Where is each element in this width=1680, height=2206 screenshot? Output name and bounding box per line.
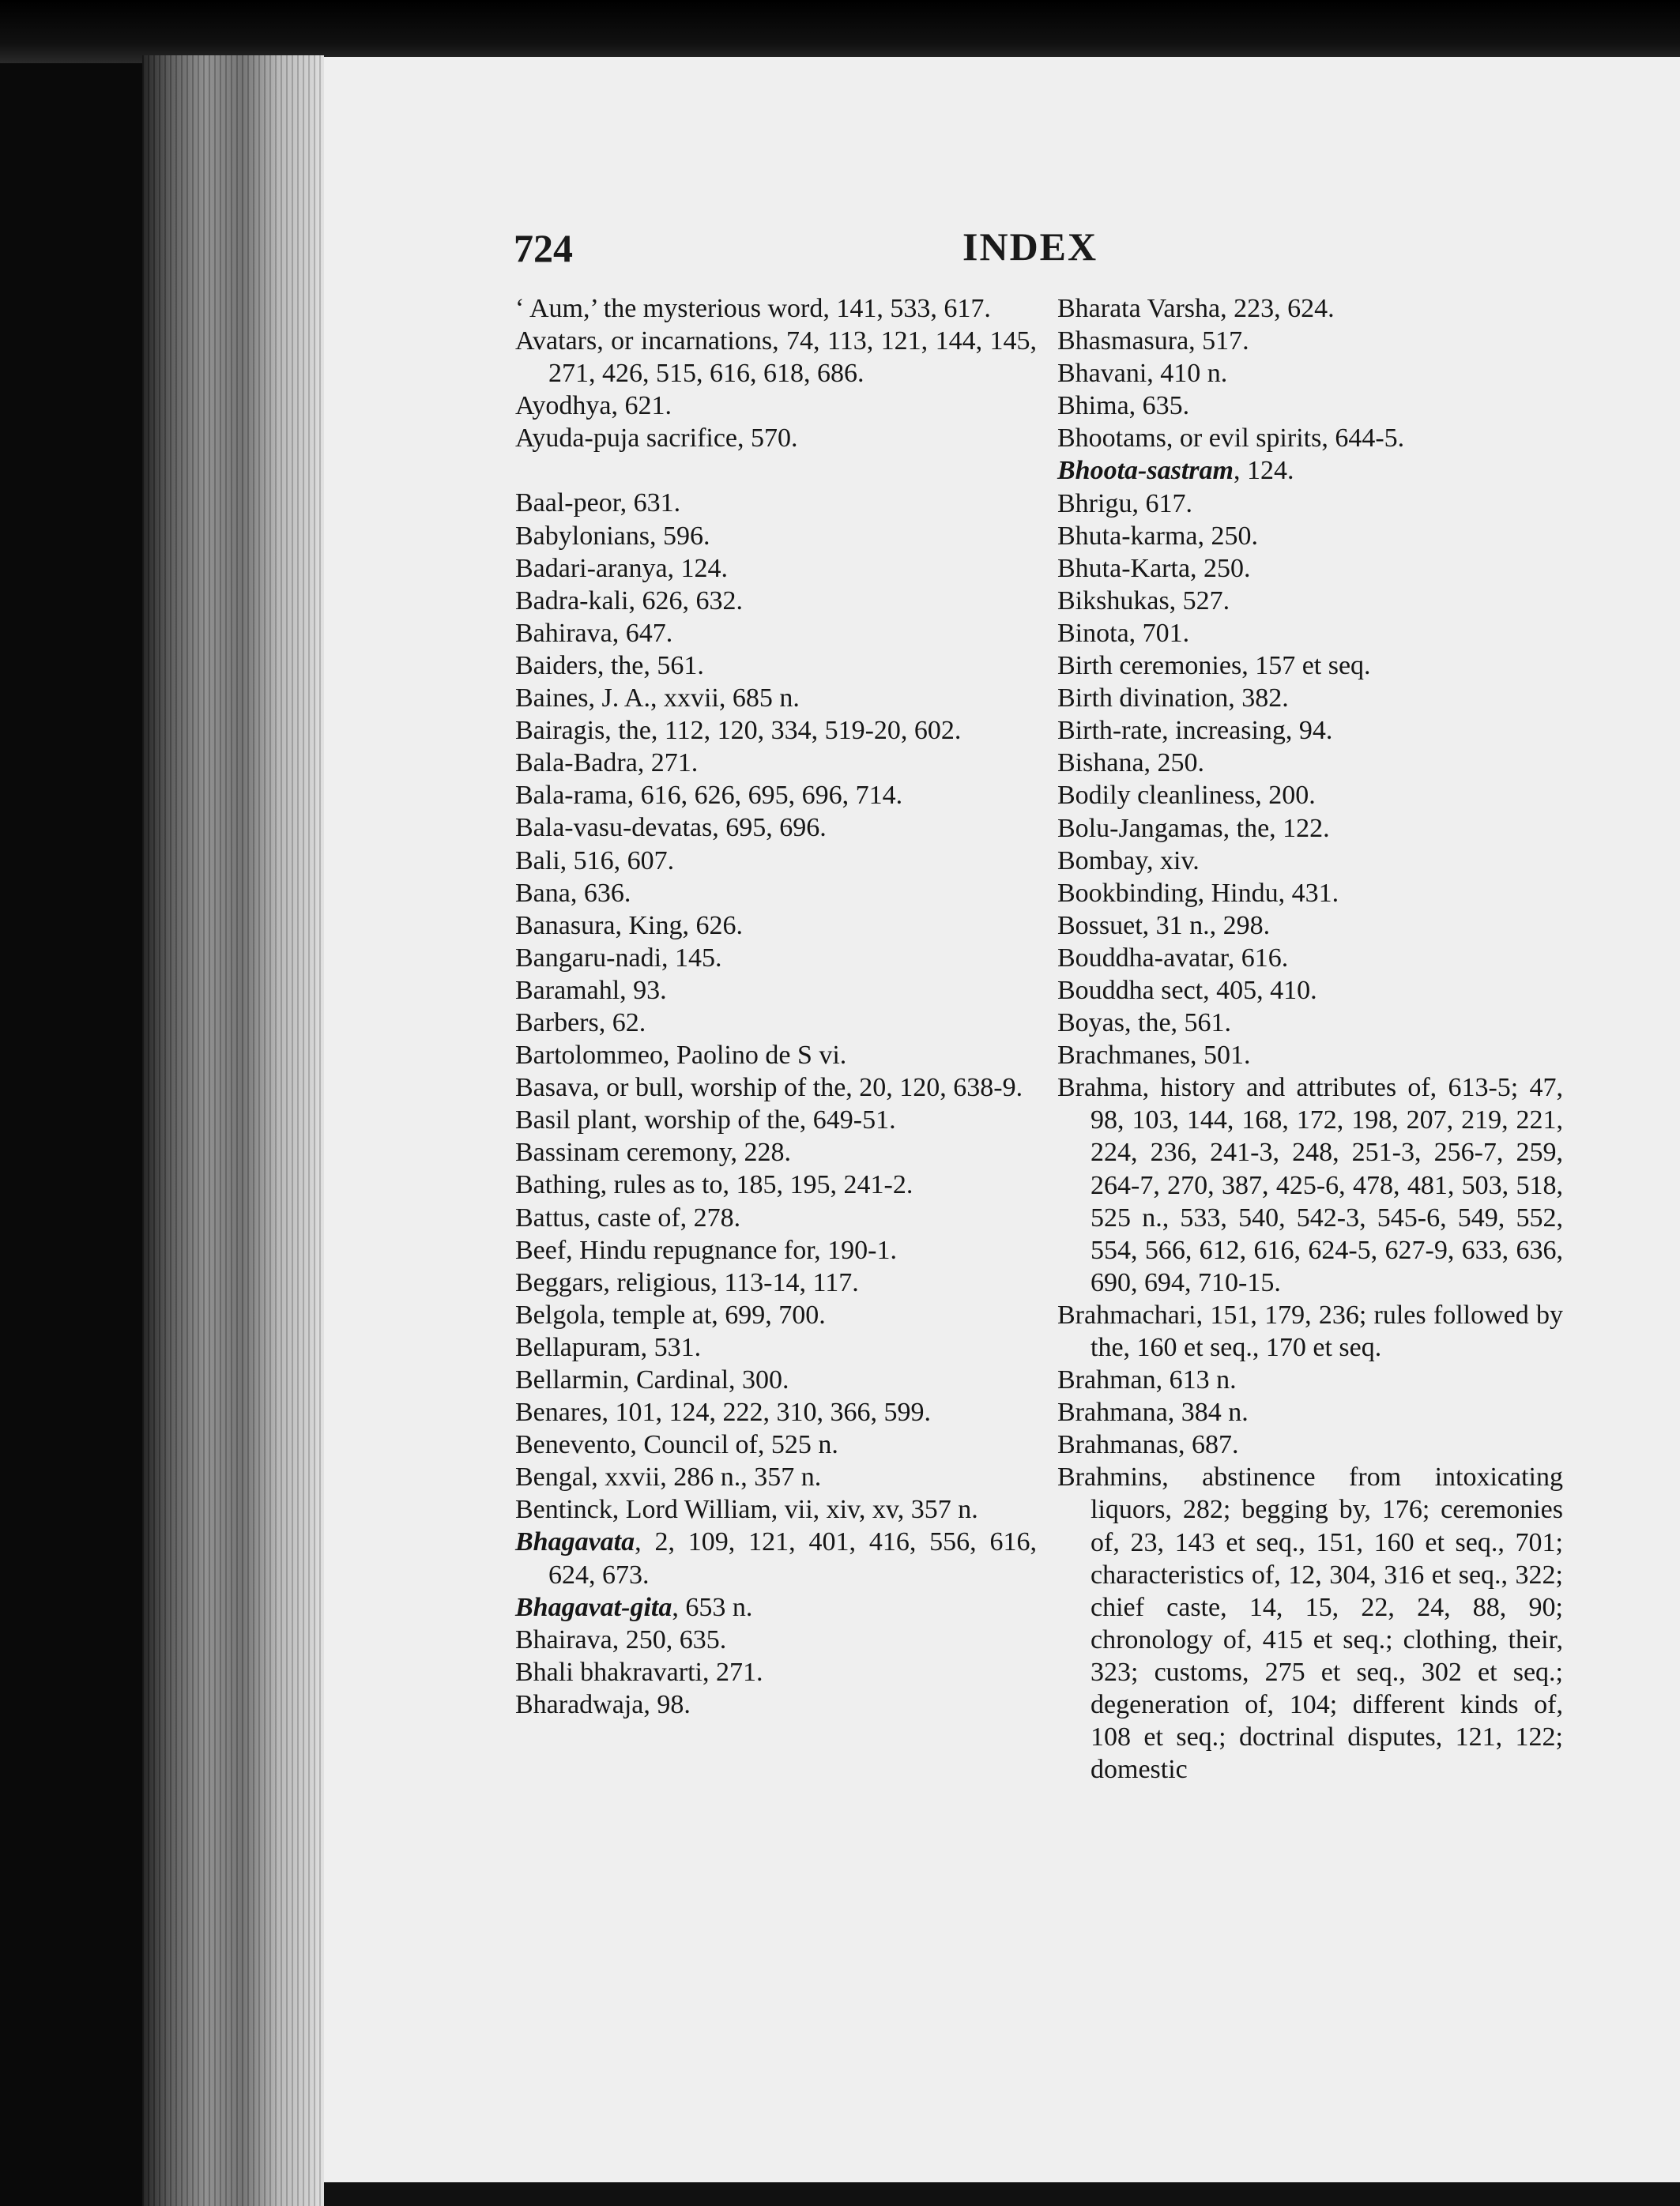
index-entry: Bellarmin, Cardinal, 300. (515, 1365, 789, 1395)
index-entry: Bala-vasu-devatas, 695, 696. (515, 813, 827, 843)
scan-bottom-border (324, 2182, 1680, 2206)
index-entry: Bolu-Jangamas, the, 122. (1057, 813, 1330, 843)
index-entry: Bentinck, Lord William, vii, xiv, xv, 357 n. (515, 1495, 978, 1525)
index-entry: Bassinam ceremony, 228. (515, 1138, 792, 1168)
index-entry: Bombay, xiv. (1057, 845, 1200, 875)
index-entry: Basava, or bull, worship of the, 20, 120, 638-9. (515, 1073, 1023, 1103)
index-entry: Binota, 701. (1057, 618, 1190, 648)
index-entry: Bhairava, 250, 635. (515, 1624, 727, 1654)
index-entry: Basil plant, worship of the, 649-51. (515, 1105, 896, 1135)
index-entry: Bhootams, or evil spirits, 644-5. (1057, 424, 1405, 454)
index-entry: Brahmana, 384 n. (1057, 1398, 1249, 1428)
index-entry: Birth ceremonies, 157 et seq. (1057, 651, 1371, 681)
index-entry-italic-title: Bhagavata (515, 1527, 635, 1557)
index-entry: Brahmanas, 687. (1057, 1430, 1239, 1460)
index-entry: Bhrigu, 617. (1057, 488, 1192, 518)
index-entry: Baiders, the, 561. (515, 650, 704, 680)
index-entry: Bellapuram, 531. (515, 1332, 702, 1362)
index-entry: Bouddha sect, 405, 410. (1057, 975, 1317, 1005)
index-entry: Bhasmasura, 517. (1057, 326, 1249, 356)
index-entry: Beef, Hindu repugnance for, 190-1. (515, 1235, 897, 1265)
index-entry: Bishana, 250. (1057, 748, 1205, 778)
index-entry: Barbers, 62. (515, 1007, 646, 1037)
index-entry: Bharadwaja, 98. (515, 1689, 691, 1719)
index-entry: Bana, 636. (515, 878, 631, 908)
index-entry: Badari-aranya, 124. (515, 553, 729, 583)
index-entry: Birth-rate, increasing, 94. (1057, 716, 1333, 746)
index-column-left (515, 292, 1037, 1721)
index-entry: Bhuta-karma, 250. (1057, 521, 1258, 551)
index-entry: Benevento, Council of, 525 n. (515, 1430, 838, 1460)
index-entry: Belgola, temple at, 699, 700. (515, 1300, 826, 1330)
index-entry: Avatars, or incarnations, 74, 113, 121, 144, 145, 271, 426, 515, 616, 618, 686. (515, 326, 1037, 389)
index-entry: Bangaru-nadi, 145. (515, 943, 722, 973)
index-entry: Battus, caste of, 278. (515, 1203, 741, 1233)
index-entry: Bartolommeo, Paolino de S vi. (515, 1041, 847, 1071)
index-entry: Bhavani, 410 n. (1057, 359, 1228, 389)
index-entry: Bahirava, 647. (515, 618, 673, 648)
index-entry: Banasura, King, 626. (515, 910, 744, 940)
index-entry: Brahman, 613 n. (1057, 1365, 1237, 1395)
index-entry: Bhima, 635. (1057, 391, 1190, 421)
index-entry: Brahma, history and attributes of, 613-5; 47, 98, 103, 144, 168, 172, 198, 207, 219, 221, 224, 236, 241-3, 248, 251-3, 256-7, 259, 264-7, 270, 387, 425-6, 478, 481, 503, 518, 525 n., 533, 540, 542-3, 545-6, 549, 552, 554, 566, 612, 616, 624-5, 627-9, 633, 636, 690, 694, 710-15. (1057, 1073, 1563, 1297)
index-entry: Baines, J. A., xxvii, 685 n. (515, 683, 800, 713)
scan-top-border (0, 0, 1680, 63)
index-entry: Ayodhya, 621. (515, 391, 672, 421)
index-entry: Bala-Badra, 271. (515, 748, 699, 778)
index-entry: Bossuet, 31 n., 298. (1057, 910, 1271, 940)
index-entry: Baal-peor, 631. (515, 488, 681, 518)
index-entry: Bhagavat-gita, 653 n. (515, 1592, 753, 1622)
page-number: 724 (514, 226, 573, 270)
index-entry: Brahmachari, 151, 179, 236; rules followed by the, 160 et seq., 170 et seq. (1057, 1300, 1563, 1362)
index-entry: Boyas, the, 561. (1057, 1008, 1232, 1038)
index-entry-italic-title: Bhagavat-gita (515, 1592, 672, 1622)
index-entry: Beggars, religious, 113-14, 117. (515, 1267, 859, 1297)
index-entry: Benares, 101, 124, 222, 310, 366, 599. (515, 1398, 932, 1428)
index-entry: Baramahl, 93. (515, 975, 667, 1005)
index-entry: Bairagis, the, 112, 120, 334, 519-20, 602. (515, 716, 962, 746)
index-entry: Bathing, rules as to, 185, 195, 241-2. (515, 1170, 913, 1200)
index-entry: Bengal, xxvii, 286 n., 357 n. (515, 1463, 822, 1493)
index-entry: Bookbinding, Hindu, 431. (1057, 878, 1339, 908)
index-entry: Bali, 516, 607. (515, 845, 675, 875)
index-entry: Bikshukas, 527. (1057, 585, 1230, 615)
running-head: INDEX (962, 224, 1098, 269)
index-column-right (1057, 292, 1563, 1786)
index-entry: Bodily cleanliness, 200. (1057, 781, 1316, 811)
index-entry: Brachmanes, 501. (1057, 1041, 1251, 1071)
index-entry: Bhoota-sastram, 124. (1057, 456, 1294, 486)
index-entry: Bhagavata, 2, 109, 121, 401, 416, 556, 616, 624, 673. (515, 1527, 1037, 1590)
index-entry: Bala-rama, 616, 626, 695, 696, 714. (515, 781, 903, 811)
index-entry: Ayuda-puja sacrifice, 570. (515, 424, 798, 454)
index-entry: ‘ Aum,’ the mysterious word, 141, 533, 617. (515, 294, 991, 323)
index-entry: Bouddha-avatar, 616. (1057, 943, 1289, 973)
book-spine-texture (142, 55, 324, 2206)
index-entry: Bhali bhakravarti, 271. (515, 1657, 763, 1687)
index-entry: Babylonians, 596. (515, 521, 710, 551)
index-entry-italic-title: Bhoota-sastram (1057, 456, 1234, 486)
index-entry: Brahmins, abstinence from intoxicating liquors, 282; begging by, 176; ceremonies of, 23, 143 et seq., 151, 160 et seq., 701; characteristics of, 12, 304, 316 et seq., 322; chief caste, 14, 15, 22, 24, 88, 90; chronology of, 415 et seq.; clothing, their, 323; customs, 275 et seq., 302 et seq.; degeneration of, 104; different kinds of, 108 et seq.; doctrinal disputes, 121, 122; domestic (1057, 1463, 1563, 1785)
index-letter-break (515, 454, 1037, 487)
index-entry: Bharata Varsha, 223, 624. (1057, 294, 1335, 323)
index-entry: Birth divination, 382. (1057, 683, 1289, 713)
index-entry: Badra-kali, 626, 632. (515, 585, 743, 615)
index-entry: Bhuta-Karta, 250. (1057, 553, 1251, 583)
